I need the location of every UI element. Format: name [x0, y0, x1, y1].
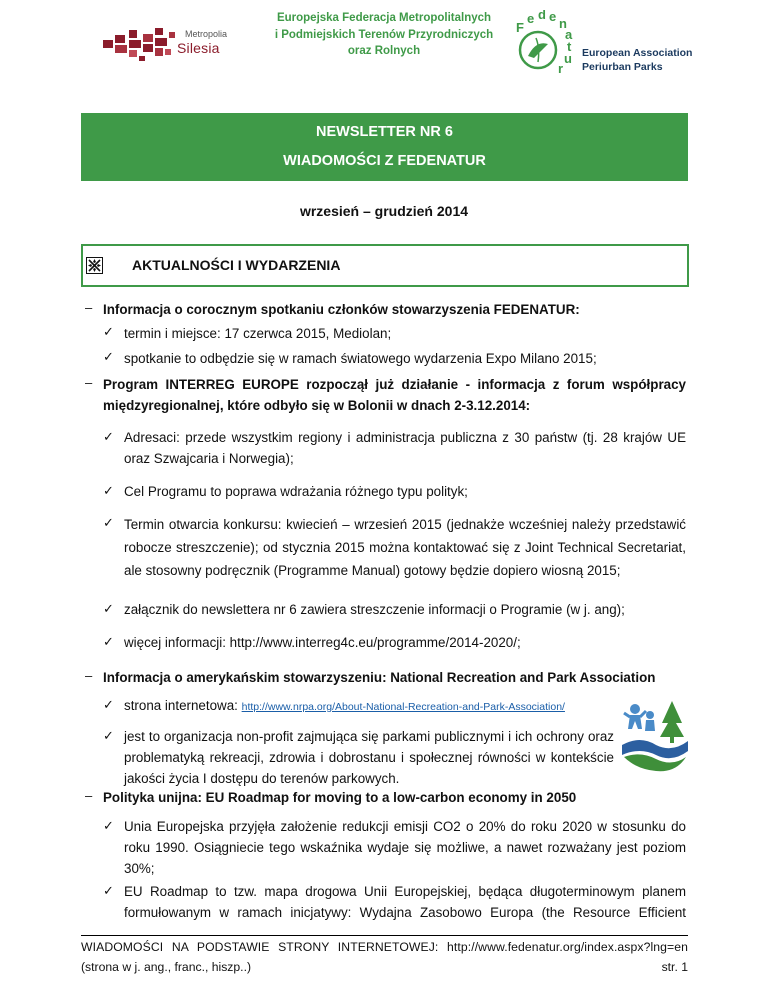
- fedenatur-logo: [506, 10, 578, 82]
- checkmark-icon: ✓: [103, 697, 114, 712]
- fedenatur-emblem-icon: [506, 10, 578, 82]
- bullet-text: jest to organizacja non-profit zajmująca się parkami publicznymi i ich ochrony oraz problematyką rekreacji, zdrowia i dobrostanu i społecznej równości w kontekście jakości życia I dostępu do terenów parkowych.: [124, 729, 614, 786]
- fedenatur-letter: r: [558, 61, 564, 76]
- bullet-text: EU Roadmap to tzw. mapa drogowa Unii Europejskiej, będąca długoterminowym planem formułowanym w ramach inicjatywy: Wydajna Zasobowo Europa (the Resource Efficient: [124, 884, 686, 920]
- dash-bullet-icon: –: [85, 300, 93, 315]
- nrpa-logo: [620, 695, 690, 775]
- period-heading: wrzesień – grudzień 2014: [299, 203, 469, 219]
- footer-languages-row: [81, 960, 688, 974]
- fedenatur-letter: e: [527, 11, 535, 26]
- metropolia-label: Metropolia: [185, 29, 228, 39]
- checkmark-icon: ✓: [103, 728, 114, 743]
- checkmark-icon: ✓: [103, 883, 114, 898]
- metropolia-pixel-logo-icon: [103, 26, 183, 66]
- banner-title: NEWSLETTER NR 6: [316, 124, 453, 140]
- item-heading: Polityka unijna: EU Roadmap for moving to a low-carbon economy in 2050: [103, 790, 577, 805]
- website-label: strona internetowa:: [124, 698, 238, 713]
- federation-line: i Podmiejskich Terenów Przyrodniczych: [274, 28, 494, 41]
- checkmark-icon: ✓: [103, 349, 114, 364]
- dash-bullet-icon: –: [85, 788, 93, 803]
- metropolia-silesia-logo: [103, 26, 253, 66]
- association-label: [582, 46, 692, 74]
- bullet-text: więcej informacji: http://www.interreg4c.eu/programme/2014-2020/;: [124, 635, 521, 650]
- fedenatur-letter: t: [567, 39, 572, 54]
- fedenatur-letter: n: [559, 16, 567, 31]
- checkmark-icon: ✓: [103, 324, 114, 339]
- banner-subtitle: WIADOMOŚCI Z FEDENATUR: [283, 153, 486, 169]
- nrpa-link[interactable]: http://www.nrpa.org/About-National-Recreation-and-Park-Association/: [241, 701, 565, 713]
- checkmark-icon: ✓: [103, 515, 114, 530]
- federation-line: oraz Rolnych: [347, 45, 421, 57]
- fedenatur-letter: a: [565, 27, 573, 42]
- association-line: Periurban Parks: [582, 61, 663, 73]
- bullet-text: Cel Programu to poprawa wdrażania różnego typu polityk;: [124, 484, 468, 499]
- footer-source: WIADOMOŚCI NA PODSTAWIE STRONY INTERNETOWEJ: http://www.fedenatur.org/index.aspx?lng=en: [81, 940, 688, 954]
- federation-line: Europejska Federacja Metropolitalnych: [276, 12, 492, 24]
- fedenatur-letter: d: [538, 10, 546, 22]
- dash-bullet-icon: –: [85, 375, 93, 390]
- item-heading: Informacja o corocznym spotkaniu członków stowarzyszenia FEDENATUR:: [103, 302, 580, 317]
- page-number: str. 1: [661, 960, 688, 974]
- bullet-text: spotkanie to odbędzie się w ramach światowego wydarzenia Expo Milano 2015;: [124, 351, 597, 366]
- fedenatur-letter: e: [549, 10, 557, 24]
- bullet-text: Unia Europejska przyjęła założenie redukcji emisji CO2 o 20% do roku 2020 w stosunku do roku 1990. Osiągniecie tego wskaźnika wydaje się możliwe, a nawet rozważany jest poziom 30%;: [124, 819, 686, 876]
- bullet-text: Adresaci: przede wszystkim regiony i administracja publiczna z 30 państw (tj. 28 krajów UE oraz Szwajcaria i Norwegia);: [124, 430, 686, 466]
- federation-title: [248, 10, 520, 60]
- section-header: [81, 244, 689, 287]
- checkmark-icon: ✓: [103, 483, 114, 498]
- newsletter-banner: [81, 113, 688, 181]
- checkmark-icon: ✓: [103, 818, 114, 833]
- bullet-text: termin i miejsce: 17 czerwca 2015, Mediolan;: [124, 326, 392, 341]
- item-heading: Informacja o amerykańskim stowarzyszeniu: National Recreation and Park Association: [103, 670, 656, 685]
- ornament-icon: [86, 257, 103, 274]
- website-row: [124, 695, 684, 718]
- footer-languages: (strona w j. ang., franc., hiszp..): [81, 960, 252, 974]
- checkmark-icon: ✓: [103, 429, 114, 444]
- bullet-text: załącznik do newslettera nr 6 zawiera streszczenie informacji o Programie (w j. ang);: [124, 602, 625, 617]
- fedenatur-letter: F: [516, 20, 524, 35]
- bullet-text: Termin otwarcia konkursu: kwiecień – wrzesień 2015 (jednakże wcześniej należy przedstawić robocze streszczenie); od stycznia 2015 można kontaktować się z Joint Technical Secretariat, ale stosowny podręcznik (Programme Manual) gotowy będzie dopiero wiosną 2015;: [124, 517, 686, 578]
- silesia-label: Silesia: [177, 40, 220, 56]
- fedenatur-letter: u: [564, 51, 572, 66]
- checkmark-icon: ✓: [103, 634, 114, 649]
- item-heading: Program INTERREG EUROPE rozpoczął już działanie - informacja z forum współpracy międzyregionalnej, które odbyło się w Bolonii w dnach 2-3.12.2014:: [103, 377, 686, 413]
- dash-bullet-icon: –: [85, 668, 93, 683]
- nrpa-logo-icon: [620, 695, 690, 775]
- footer-divider: [81, 935, 688, 936]
- checkmark-icon: ✓: [103, 601, 114, 616]
- section-title: AKTUALNOŚCI I WYDARZENIA: [132, 257, 341, 273]
- association-line: European Association: [582, 47, 693, 59]
